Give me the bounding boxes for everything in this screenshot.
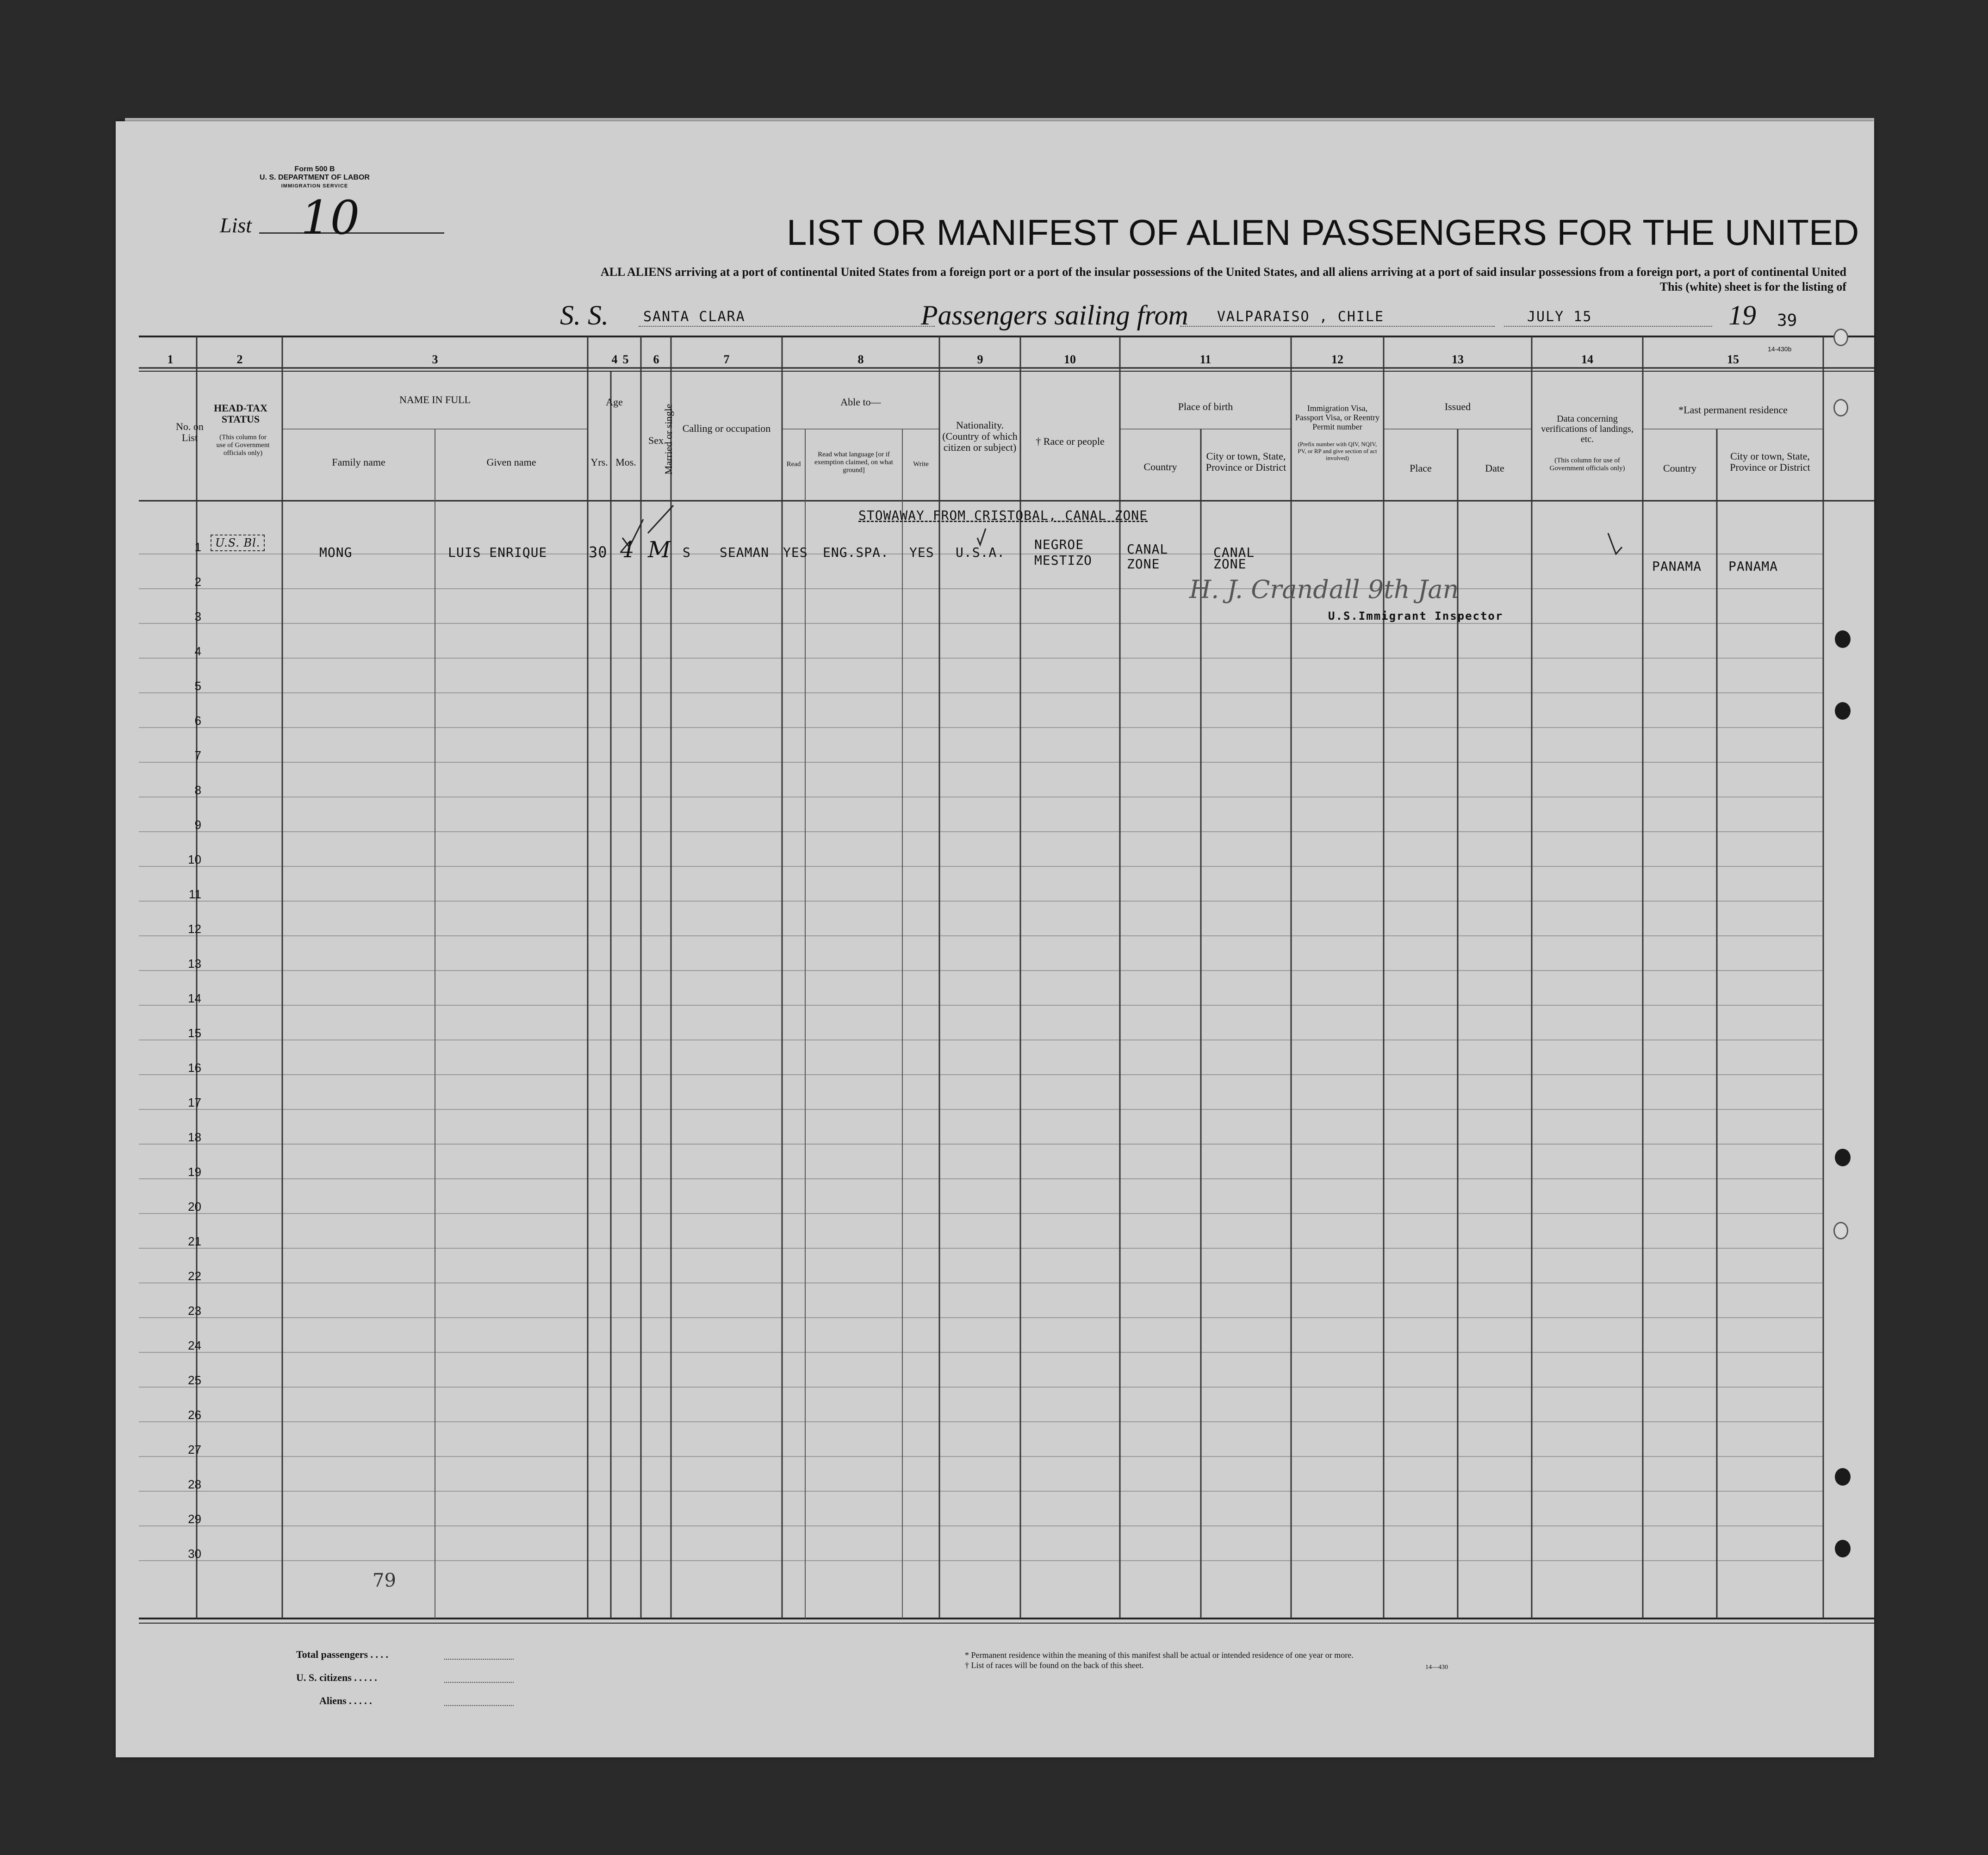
header-birth-city: City or town, State, Province or District — [1205, 450, 1286, 473]
col-number: 13 — [1452, 353, 1464, 366]
col-number: 12 — [1331, 353, 1343, 366]
service-name: IMMIGRATION SERVICE — [281, 183, 348, 189]
row-number: 3 — [194, 610, 201, 623]
binder-hole — [1835, 1540, 1851, 1557]
col-number: 2 — [236, 353, 243, 366]
row-number: 30 — [188, 1547, 201, 1561]
col-number: 1 — [167, 353, 174, 366]
col-number: 3 — [432, 353, 438, 366]
age-months: 4 — [620, 537, 634, 563]
row-number: 9 — [194, 818, 201, 832]
given-name: LUIS ENRIQUE — [448, 545, 547, 560]
row-number: 20 — [188, 1200, 201, 1214]
aliens-label: Aliens . . . . . — [319, 1695, 372, 1706]
ship-name: SANTA CLARA — [643, 309, 746, 325]
header-age: Age — [606, 396, 623, 408]
header-calling: Calling or occupation — [682, 423, 771, 434]
header-visa: Immigration Visa, Passport Visa, or Reentry Permit number — [1295, 404, 1380, 431]
row-number: 12 — [188, 922, 201, 936]
header-place-of-birth: Place of birth — [1178, 401, 1233, 412]
header-family-name: Family name — [332, 456, 385, 468]
row-number: 6 — [194, 714, 201, 728]
row-number: 25 — [188, 1373, 201, 1387]
row-number: 22 — [188, 1269, 201, 1283]
row-number: 27 — [188, 1443, 201, 1457]
row-number: 19 — [188, 1165, 201, 1179]
check-mark — [622, 519, 643, 547]
nationality: U.S.A. — [956, 545, 1006, 560]
form-code: 14-430b — [1768, 345, 1792, 353]
birth-city-line-1: CANAL — [1213, 545, 1255, 560]
marital-status: S — [683, 545, 691, 560]
col-number: 11 — [1199, 353, 1211, 366]
header-issued-place: Place — [1410, 462, 1432, 474]
row-number: 4 — [194, 644, 201, 658]
check-mark — [1608, 533, 1622, 554]
binder-hole — [1833, 1222, 1848, 1239]
race-line-1: NEGROE — [1034, 537, 1084, 552]
binder-hole — [1833, 329, 1848, 346]
manifest-sheet — [116, 121, 1874, 1757]
us-citizens-line — [444, 1682, 514, 1683]
subtitle-line-2: This (white) sheet is for the listing of — [1659, 280, 1846, 293]
header-head-tax-note: (This column for use of Government officials only) — [216, 434, 270, 457]
header-birth-country: Country — [1143, 461, 1177, 473]
inspector-signature: H. J. Crandall 9th Jan — [1189, 575, 1459, 604]
header-write: Write — [913, 461, 929, 468]
binder-hole — [1835, 702, 1851, 720]
row-number: 8 — [194, 783, 201, 797]
col-number: 6 — [653, 353, 659, 366]
row-number: 23 — [188, 1304, 201, 1318]
header-landing-data: Data concerning verifications of landings, etc. — [1541, 414, 1634, 444]
row-number: 15 — [188, 1026, 201, 1040]
header-mos: Mos. — [615, 456, 636, 468]
total-passengers-line — [444, 1659, 514, 1660]
row-number: 18 — [188, 1130, 201, 1144]
row-number: 7 — [194, 748, 201, 762]
check-mark — [648, 505, 673, 533]
col-number: 7 — [723, 353, 730, 366]
binder-hole — [1835, 1468, 1851, 1486]
year-suffix: 39 — [1777, 311, 1797, 330]
header-given-name: Given name — [486, 456, 536, 468]
row-number: 13 — [188, 957, 201, 971]
stowaway-note: STOWAWAY FROM CRISTOBAL, CANAL ZONE — [858, 508, 1148, 523]
header-read-language: Read what language [or if exemption claimed, on what ground] — [814, 451, 893, 474]
footnote-residence: * Permanent residence within the meaning of this manifest shall be actual or intended residence of one year or more. — [965, 1650, 1354, 1660]
inspector-stamp: U.S.Immigrant Inspector — [1328, 610, 1503, 622]
department-name: U. S. DEPARTMENT OF LABOR — [260, 174, 370, 181]
header-landing-note: (This column for use of Government officials only) — [1549, 457, 1625, 472]
ss-label: S. S. — [560, 300, 609, 330]
row-number: 29 — [188, 1512, 201, 1526]
row-number: 28 — [188, 1477, 201, 1491]
col-number: 10 — [1064, 353, 1076, 366]
birth-country-line-2: ZONE — [1127, 556, 1160, 572]
list-number: 10 — [301, 191, 360, 245]
row-number: 24 — [188, 1338, 201, 1352]
col-number: 15 — [1727, 353, 1739, 366]
binder-hole — [1835, 630, 1851, 648]
birth-city-line-2: ZONE — [1213, 556, 1247, 572]
birth-country-line-1: CANAL — [1127, 542, 1168, 557]
us-citizens-label: U. S. citizens . . . . . — [296, 1672, 377, 1683]
year-prefix: 19 — [1728, 300, 1756, 330]
header-race: † Race or people — [1036, 436, 1105, 447]
header-sex: Sex — [648, 435, 664, 446]
row-number: 5 — [194, 679, 201, 693]
family-name: MONG — [319, 545, 353, 560]
header-head-tax: HEAD-TAX STATUS — [214, 402, 267, 425]
binder-hole — [1833, 399, 1848, 417]
sailing-label: Passengers sailing from — [921, 300, 1188, 330]
row-number: 17 — [188, 1096, 201, 1109]
col-number: 14 — [1581, 353, 1593, 366]
total-passengers-label: Total passengers . . . . — [296, 1649, 389, 1660]
row-number: 11 — [189, 887, 201, 901]
col-number: 5 — [622, 353, 629, 366]
header-able-to: Able to— — [840, 396, 881, 408]
sailing-date: JULY 15 — [1527, 309, 1592, 325]
header-issued-date: Date — [1485, 462, 1504, 474]
header-name-in-full: NAME IN FULL — [399, 394, 471, 405]
header-res-country: Country — [1663, 462, 1697, 474]
footer-code: 14—430 — [1425, 1664, 1448, 1671]
residence-city: PANAMA — [1728, 559, 1778, 574]
occupation: SEAMAN — [720, 545, 770, 560]
residence-country: PANAMA — [1652, 559, 1702, 574]
sex: M — [648, 537, 671, 563]
form-number: Form 500 B — [294, 165, 335, 173]
page-title: LIST OR MANIFEST OF ALIEN PASSENGERS FOR THE UNITED — [787, 212, 1859, 253]
languages: ENG.SPA. — [823, 545, 889, 560]
footnote-races: † List of races will be found on the back of this sheet. — [965, 1661, 1144, 1670]
race-line-2: MESTIZO — [1034, 553, 1093, 568]
row-number: 14 — [188, 991, 201, 1005]
header-nationality: Nationality. (Country of which citizen or subject) — [942, 419, 1018, 453]
col-number: 9 — [977, 353, 983, 366]
can-write: YES — [909, 545, 934, 560]
header-issued: Issued — [1444, 401, 1471, 412]
header-visa-note: (Prefix number with QIV, NQIV, PV, or RP and give section of act involved) — [1298, 441, 1377, 461]
header-married: Married or single — [663, 404, 674, 475]
header-res-city: City or town, State, Province or District — [1730, 450, 1810, 473]
departure-port: VALPARAISO , CHILE — [1217, 309, 1385, 325]
check-marks — [116, 121, 1874, 1757]
col-number: 4 — [611, 353, 618, 366]
can-read: YES — [783, 545, 808, 560]
col-number: 8 — [857, 353, 864, 366]
row-number: 10 — [188, 853, 201, 866]
row-number: 2 — [194, 575, 201, 589]
binder-hole — [1835, 1149, 1851, 1166]
row-number: 16 — [188, 1061, 201, 1075]
age-years: 30 — [589, 543, 608, 561]
row-number: 26 — [188, 1408, 201, 1422]
check-mark — [977, 529, 986, 545]
list-label: List — [220, 213, 252, 237]
header-last-residence: *Last permanent residence — [1678, 404, 1788, 416]
tally-number: 79 — [373, 1570, 396, 1591]
row-number: 1 — [194, 540, 201, 554]
head-tax-stamp: U.S. Bl. — [211, 535, 265, 551]
subtitle-line-1: ALL ALIENS arriving at a port of continental United States from a foreign port or a port of the insular possessions of the United States, and all aliens arriving at a port of said insular possessions from a foreign port, a port of continental United — [600, 265, 1846, 279]
header-read: Read — [786, 461, 801, 468]
header-no-on-list: No. on List — [176, 421, 204, 443]
header-yrs: Yrs. — [590, 456, 608, 468]
aliens-line — [444, 1705, 514, 1706]
row-number: 21 — [188, 1234, 201, 1248]
